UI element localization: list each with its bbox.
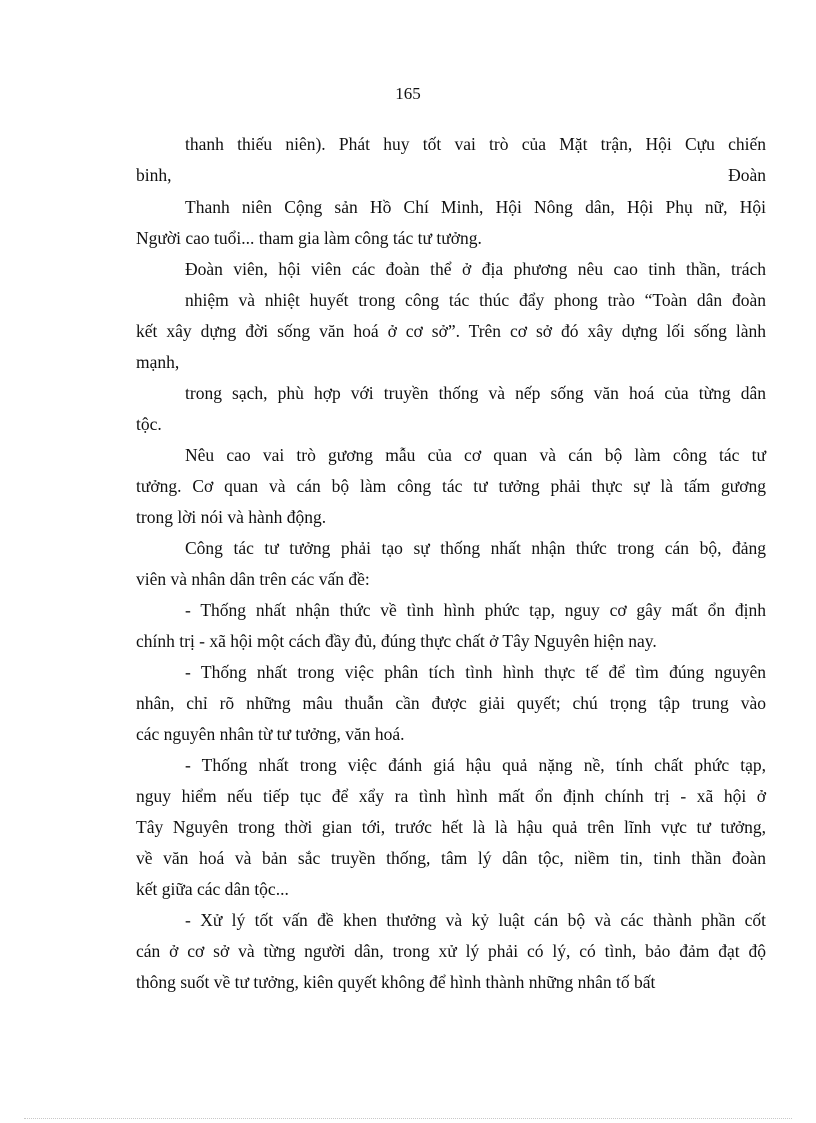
text-line: - Thống nhất trong việc đánh giá hậu quả nặng nề, tính chất phức tạp, [185,755,766,775]
text-line: nguy hiểm nếu tiếp tục để xẩy ra tình hình mất ổn định chính trị - xã hội ở [136,786,766,806]
text-line: thanh thiếu niên). Phát huy tốt vai trò của Mặt trận, Hội Cựu chiến [185,134,766,154]
text-line: - Thống nhất trong việc phân tích tình hình thực tế để tìm đúng nguyên [185,662,766,682]
text-line: Nêu cao vai trò gương mẫu của cơ quan và cán bộ làm công tác tư [185,445,766,465]
text-line: viên và nhân dân trên các vấn đề: [136,569,370,589]
text-line: binh, [136,165,172,185]
text-line: Đoàn [728,165,766,185]
text-line: tộc. [136,414,162,434]
text-line: - Xử lý tốt vấn đề khen thưởng và kỷ luật cán bộ và các thành phần cốt [185,910,766,930]
text-line: thông suốt về tư tưởng, kiên quyết không để hình thành những nhân tố bất [136,972,656,992]
text-line: kết giữa các dân tộc... [136,879,289,899]
text-line: Thanh niên Cộng sản Hồ Chí Minh, Hội Nông dân, Hội Phụ nữ, Hội [185,197,766,217]
text-line: Người cao tuổi... tham gia làm công tác tư tưởng. [136,228,482,248]
text-line: nhiệm và nhiệt huyết trong công tác thúc đẩy phong trào “Toàn dân đoàn [185,290,766,310]
text-line: tưởng. Cơ quan và cán bộ làm công tác tư tưởng phải thực sự là tấm gương [136,476,766,496]
text-line: nhân, chỉ rõ những mâu thuẫn cần được giải quyết; chú trọng tập trung vào [136,693,766,713]
text-line: các nguyên nhân từ tư tưởng, văn hoá. [136,724,405,744]
page-number: 165 [395,84,421,103]
text-line: - Thống nhất nhận thức về tình hình phức tạp, nguy cơ gây mất ổn định [185,600,766,620]
page-bottom-divider [24,1118,792,1119]
text-line: cán ở cơ sở và từng người dân, trong xử lý phải có lý, có tình, bảo đảm đạt độ [136,941,766,961]
text-line: về văn hoá và bản sắc truyền thống, tâm lý dân tộc, niềm tin, tinh thần đoàn [136,848,766,868]
text-line: trong lời nói và hành động. [136,507,327,527]
text-line: Tây Nguyên trong thời gian tới, trước hết là là hậu quả trên lĩnh vực tư tưởng, [136,817,766,837]
text-line: kết xây dựng đời sống văn hoá ở cơ sở”. Trên cơ sở đó xây dựng lối sống lành [136,321,766,341]
text-line: chính trị - xã hội một cách đầy đủ, đúng thực chất ở Tây Nguyên hiện nay. [136,631,657,651]
text-line: Công tác tư tưởng phải tạo sự thống nhất nhận thức trong cán bộ, đảng [185,538,766,558]
text-line: Đoàn viên, hội viên các đoàn thể ở địa phương nêu cao tinh thần, trách [185,259,766,279]
text-line: mạnh, [136,352,180,372]
text-line: trong sạch, phù hợp với truyền thống và nếp sống văn hoá của từng dân [185,383,766,403]
